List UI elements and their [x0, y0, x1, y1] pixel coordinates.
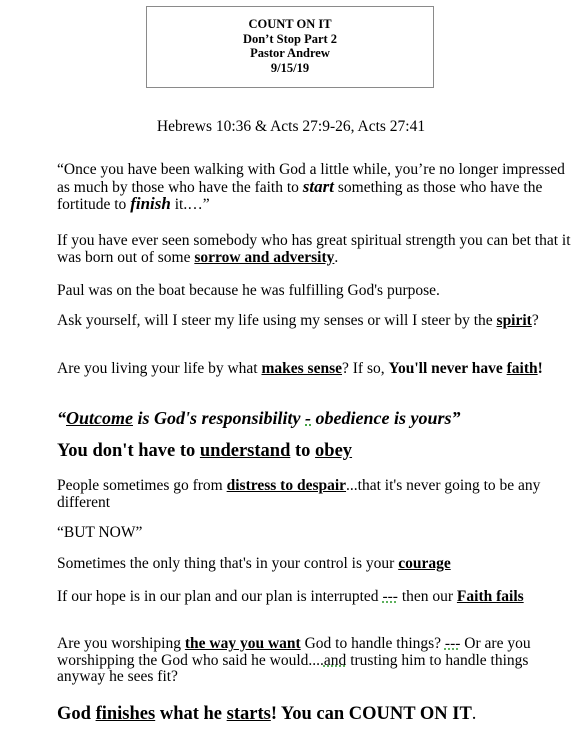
hope-dash: ---: [382, 588, 398, 605]
worship-dash: ---: [444, 635, 461, 652]
outcome-statement: “Outcome is God's responsibility - obedience is yours”: [57, 408, 461, 428]
quote-finish-word: finish: [130, 194, 171, 213]
makes-sense-emphasis: makes sense: [261, 360, 342, 377]
opening-quote: “Once you have been walking with God a little while, you’re no longer impressed as much by those who have the faith to start something as those who have the fortitude to finish it.…”: [57, 161, 565, 213]
outcome-word: Outcome: [66, 408, 133, 428]
sorrow-adversity-emphasis: sorrow and adversity: [194, 248, 335, 266]
paragraph-paul: Paul was on the boat because he was fulfilling God's purpose.: [57, 282, 440, 299]
paragraph-ask-yourself: Ask yourself, will I steer my life using my senses or will I steer by the spirit?: [57, 312, 539, 329]
finishes-word: finishes: [95, 704, 156, 724]
way-you-want-emphasis: the way you want: [184, 635, 301, 652]
faith-fails-emphasis: Faith fails: [456, 588, 524, 605]
pastor-name: Pastor Andrew: [250, 46, 330, 60]
outcome-dash: -: [305, 408, 312, 428]
quote-start-word: start: [302, 176, 334, 196]
paragraph-distress: People sometimes go from distress to despair...that it's never going to be any different: [57, 477, 541, 511]
understand-obey-heading: You don't have to understand to obey: [57, 441, 353, 461]
sermon-subtitle: Don’t Stop Part 2: [242, 31, 338, 46]
paragraph-hope: If our hope is in our plan and our plan is interrupted --- then our Faith fails: [57, 588, 524, 605]
paragraph-worshiping: Are you worshiping the way you want God to handle things? --- Or are you worshipping the God who said he would....and trusting him to handle things anyway he sees fit?: [57, 635, 531, 685]
scripture-reference: Hebrews 10:36 & Acts 27:9-26, Acts 27:41: [156, 118, 426, 135]
sermon-date: 9/15/19: [270, 60, 310, 75]
distress-despair-emphasis: distress to despair: [226, 477, 347, 494]
closing-statement: God finishes what he starts! You can COUNT ON IT.: [57, 704, 477, 724]
and-word: and: [323, 651, 347, 669]
sermon-title: COUNT ON IT: [248, 17, 332, 31]
faith-emphasis: faith: [506, 360, 538, 377]
spirit-emphasis: spirit: [496, 312, 532, 329]
sermon-title-box: [146, 6, 434, 88]
paragraph-courage: Sometimes the only thing that's in your control is your courage: [57, 555, 451, 572]
obey-word: obey: [315, 441, 353, 461]
starts-word: starts: [226, 704, 271, 724]
but-now-line: “BUT NOW”: [57, 524, 143, 541]
understand-word: understand: [199, 441, 291, 461]
paragraph-spiritual-strength: If you have ever seen somebody who has great spiritual strength you can bet that it was born out of some sorrow and adversity.: [57, 232, 571, 266]
courage-emphasis: courage: [398, 555, 451, 572]
paragraph-living-life: Are you living your life by what makes sense? If so, You'll never have faith!: [57, 360, 543, 377]
